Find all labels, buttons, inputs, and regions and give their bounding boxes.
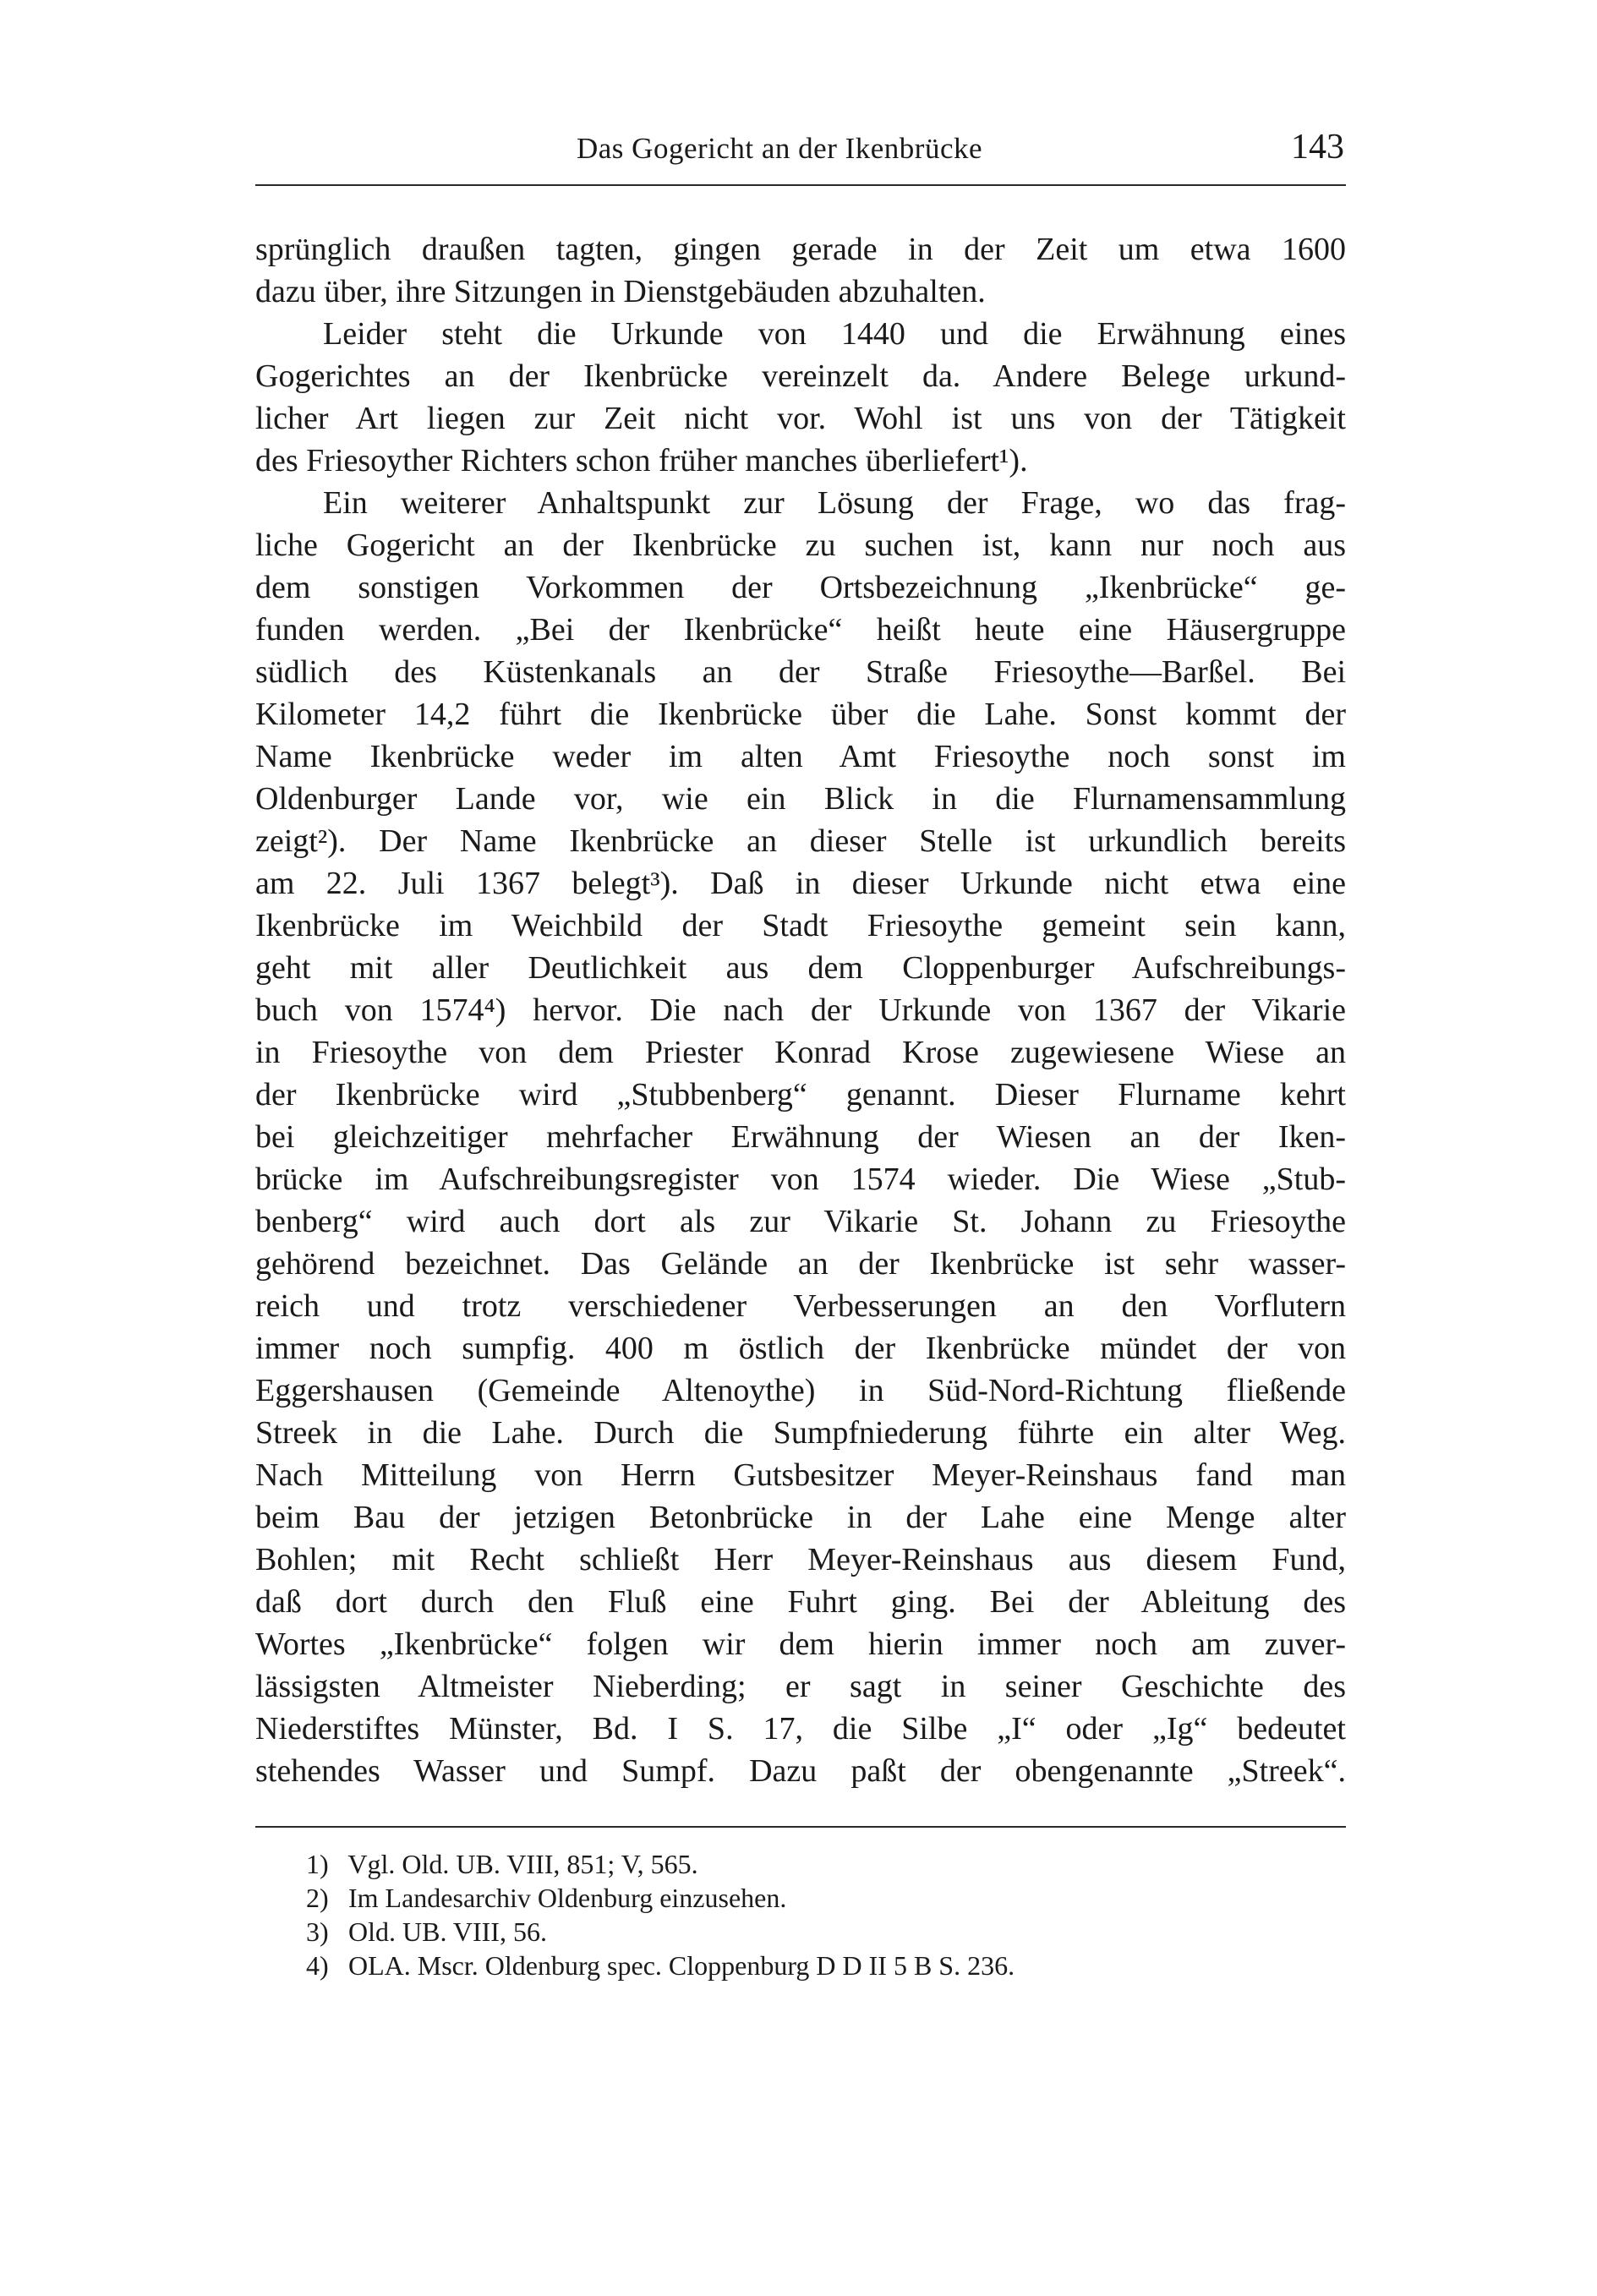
text-line: buch von 1574⁴) hervor. Die nach der Urkunde von 1367 der Vikarie (255, 992, 1346, 1028)
text-line: der Ikenbrücke wird „Stubbenberg“ genannt. Dieser Flurname kehrt (255, 1077, 1346, 1112)
text-line: gehörend bezeichnet. Das Gelände an der Ikenbrücke ist sehr wasser- (255, 1246, 1346, 1282)
header-rule (255, 184, 1346, 186)
text-line: reich und trotz verschiedener Verbesserungen an den Vorflutern (255, 1288, 1346, 1324)
text-line: immer noch sumpfig. 400 m östlich der Ikenbrücke mündet der von (255, 1331, 1346, 1366)
text-line: dem sonstigen Vorkommen der Ortsbezeichnung „Ikenbrücke“ ge- (255, 570, 1346, 605)
text-line: beim Bau der jetzigen Betonbrücke in der Lahe eine Menge alter (255, 1500, 1346, 1535)
text-line: brücke im Aufschreibungsregister von 1574 wieder. Die Wiese „Stub- (255, 1162, 1346, 1197)
footnote-text: Vgl. Old. UB. VIII, 851; V, 565. (347, 1849, 698, 1879)
footnote-rule (255, 1826, 1346, 1828)
text-line: lässigsten Altmeister Nieberding; er sagt in seiner Geschichte des (255, 1669, 1346, 1704)
text-line: bei gleichzeitiger mehrfacher Erwähnung der Wiesen an der Iken- (255, 1119, 1346, 1155)
text-line: Wortes „Ikenbrücke“ folgen wir dem hierin immer noch am zuver- (255, 1626, 1346, 1662)
text-line: zeigt²). Der Name Ikenbrücke an dieser Stelle ist urkundlich bereits (255, 823, 1346, 859)
text-line: geht mit aller Deutlichkeit aus dem Cloppenburger Aufschreibungs- (255, 950, 1346, 986)
text-line: sprünglich draußen tagten, gingen gerade in der Zeit um etwa 1600 (255, 232, 1346, 267)
footnote-mark: 1) (306, 1849, 329, 1879)
text-line: Eggershausen (Gemeinde Altenoythe) in Süd-Nord-Richtung fließende (255, 1373, 1346, 1408)
running-title: Das Gogericht an der Ikenbrücke (577, 132, 983, 165)
footnote-mark: 3) (306, 1916, 329, 1947)
text-line: funden werden. „Bei der Ikenbrücke“ heißt heute eine Häusergruppe (255, 612, 1346, 648)
text-line: Niederstiftes Münster, Bd. I S. 17, die Silbe „I“ oder „Ig“ bedeutet (255, 1711, 1346, 1747)
text-line: liche Gogericht an der Ikenbrücke zu suchen ist, kann nur noch aus (255, 528, 1346, 563)
footnote (306, 1915, 1321, 1949)
text-line: am 22. Juli 1367 belegt³). Daß in dieser Urkunde nicht etwa eine (255, 866, 1346, 901)
body-text (255, 228, 1346, 1792)
footnote-mark: 4) (306, 1950, 329, 1981)
text-line: Nach Mitteilung von Herrn Gutsbesitzer Meyer-Reinshaus fand man (255, 1457, 1346, 1493)
footnote (306, 1881, 1321, 1915)
text-line: Gogerichtes an der Ikenbrücke vereinzelt da. Andere Belege urkund- (255, 358, 1346, 394)
text-line: benberg“ wird auch dort als zur Vikarie St. Johann zu Friesoythe (255, 1204, 1346, 1239)
page-header (255, 125, 1346, 184)
text-line: Kilometer 14,2 führt die Ikenbrücke über die Lahe. Sonst kommt der (255, 697, 1346, 732)
text-line: daß dort durch den Fluß eine Fuhrt ging. Bei der Ableitung des (255, 1584, 1346, 1620)
text-line: Ikenbrücke im Weichbild der Stadt Friesoythe gemeint sein kann, (255, 908, 1346, 943)
text-line: Ein weiterer Anhaltspunkt zur Lösung der Frage, wo das frag- (323, 485, 1346, 521)
footnote (306, 1949, 1321, 1982)
footnote-text: Im Landesarchiv Oldenburg einzusehen. (348, 1883, 787, 1913)
text-line: Streek in die Lahe. Durch die Sumpfniederung führte ein alter Weg. (255, 1415, 1346, 1451)
page-number: 143 (1291, 128, 1344, 167)
footnotes (306, 1847, 1321, 1982)
text-line: licher Art liegen zur Zeit nicht vor. Wohl ist uns von der Tätigkeit (255, 401, 1346, 436)
footnote (306, 1847, 1321, 1881)
text-line: Leider steht die Urkunde von 1440 und die Erwähnung eines (323, 316, 1346, 352)
text-line: dazu über, ihre Sitzungen in Dienstgebäuden abzuhalten. (255, 274, 986, 309)
text-line: Oldenburger Lande vor, wie ein Blick in die Flurnamensammlung (255, 781, 1346, 817)
footnote-mark: 2) (306, 1883, 329, 1913)
text-line: in Friesoythe von dem Priester Konrad Krose zugewiesene Wiese an (255, 1035, 1346, 1070)
text-line: des Friesoyther Richters schon früher manches überliefert¹). (255, 443, 1028, 478)
footnote-text: OLA. Mscr. Oldenburg spec. Cloppenburg D D II 5 B S. 236. (348, 1950, 1015, 1981)
text-line: Name Ikenbrücke weder im alten Amt Friesoythe noch sonst im (255, 739, 1346, 774)
text-line: Bohlen; mit Recht schließt Herr Meyer-Reinshaus aus diesem Fund, (255, 1542, 1346, 1577)
text-line: südlich des Küstenkanals an der Straße Friesoythe—Barßel. Bei (255, 654, 1346, 690)
text-line: stehendes Wasser und Sumpf. Dazu paßt der obengenannte „Streek“. (255, 1753, 1346, 1789)
footnote-text: Old. UB. VIII, 56. (348, 1916, 547, 1947)
